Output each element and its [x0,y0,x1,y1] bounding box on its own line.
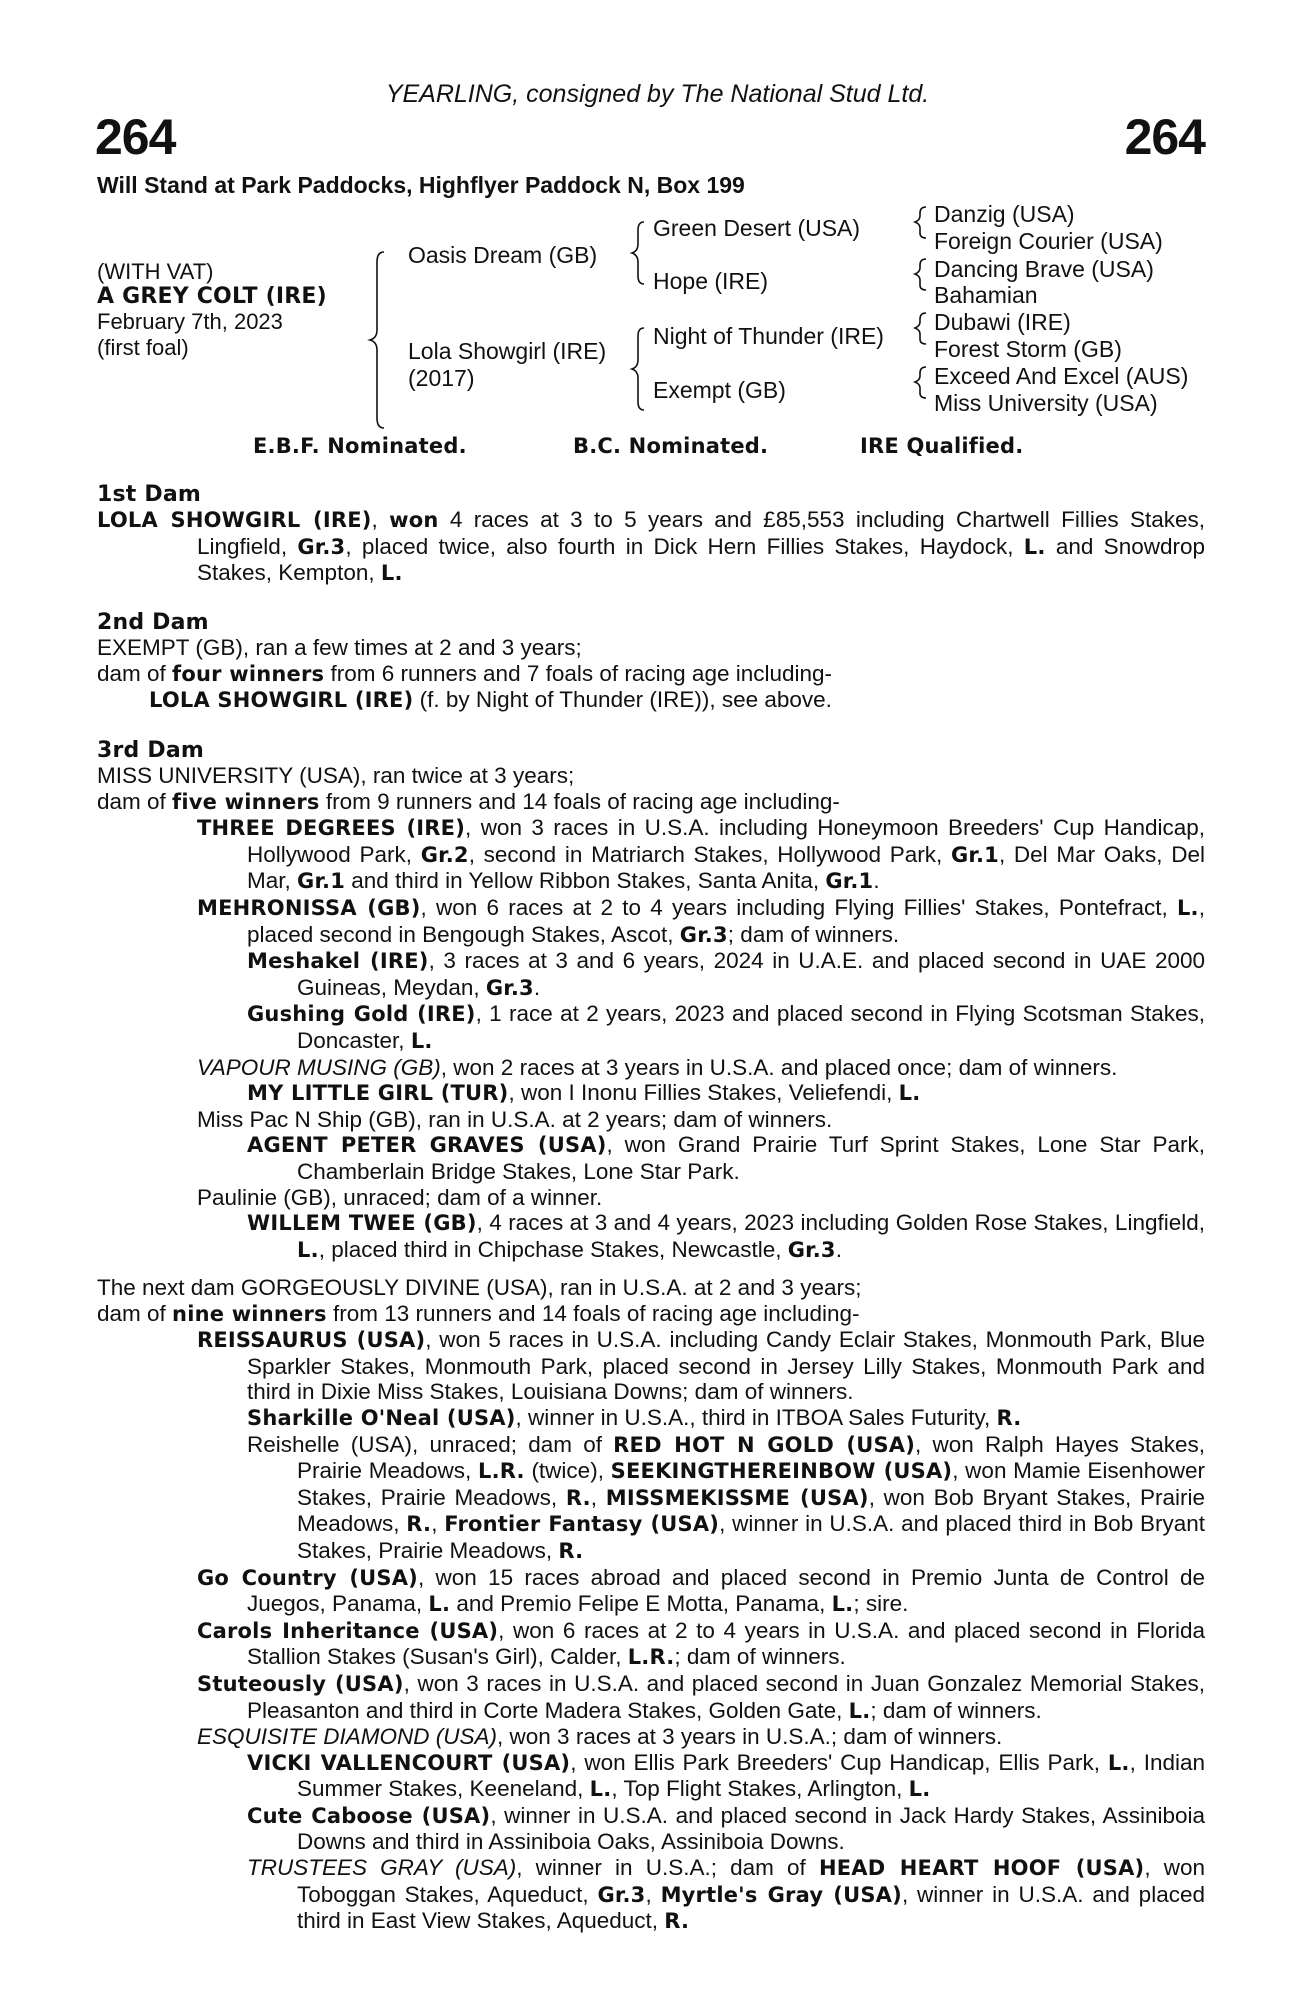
second-dam-heading: 2nd Dam [97,610,209,635]
foal-note: (first foal) [97,335,189,360]
sire-dam: Hope (IRE) [653,268,769,294]
progeny-reishelle: Reishelle (USA), unraced; dam of RED HOT N GOLD (USA), won Ralph Hayes Stakes, Prairie Meadows, L.R. (twice), SEEKINGTHEREINBOW (USA), won Mamie Eisenhower Stakes, Prairie Meadows, R., MISSMEKISSME (USA), won Bob Bryant Stakes, Prairie Meadows, R., Frontier Fantasy (USA), winner in U.S.A. and placed third in Bob Bryant Stakes, Prairie Meadows, R. [247,1431,1206,1563]
ddd-name: Miss University (USA) [934,390,1158,416]
progeny-mehronissa: MEHRONISSA (GB), won 6 races at 2 to 4 years including Flying Fillies' Stakes, Pontefract, L., placed second in Bengough Stakes, Ascot, Gr.3; dam of winners. [197,894,1205,947]
lot-name: A GREY COLT (IRE) [97,284,327,309]
progeny-willem-twee: WILLEM TWEE (GB), 4 races at 3 and 4 years, 2023 including Golden Rose Stakes, Lingfield, L., placed third in Chipchase Stakes, Newcastle, Gr.3. [247,1210,1205,1262]
dss-name: Dubawi (IRE) [934,309,1071,335]
progeny-three-degrees: THREE DEGREES (IRE), won 3 races in U.S.A. including Honeymoon Breeders' Cup Handicap, Hollywood Park, Gr.2, second in Matriarch Stakes, Hollywood Park, Gr.1, Del Mar Oaks, Del Mar, Gr.1 and third in Yellow Ribbon Stakes, Santa Anita, Gr.1. [197,815,1206,894]
dam-dam: Exempt (GB) [653,377,786,403]
dam-year: (2017) [408,365,475,391]
progeny-carols-inheritance: Carols Inheritance (USA), won 6 races at 2 to 4 years in U.S.A. and placed second in Florida Stallion Stakes (Susan's Girl), Calder, L.R.; dam of winners. [197,1617,1205,1670]
progeny-sharkille: Sharkille O'Neal (USA), winner in U.S.A., third in ITBOA Sales Futurity, R. [247,1404,1022,1430]
sire-sire: Green Desert (USA) [653,215,861,241]
second-dam-line: EXEMPT (GB), ran a few times at 2 and 3 years; [97,635,582,660]
lot-number-left: 264 [95,109,176,165]
sdd-name: Bahamian [934,282,1038,308]
dam-name: Lola Showgirl (IRE) [408,338,607,364]
catalogue-subtitle: YEARLING, consigned by The National Stud Ltd. [385,80,930,108]
ssd-name: Foreign Courier (USA) [934,228,1163,254]
second-dam-entry [97,635,1205,714]
sire-name: Oasis Dream (GB) [408,242,598,268]
progeny-reissaurus: REISSAURUS (USA), won 5 races in U.S.A. including Candy Eclair Stakes, Monmouth Park, Blue Sparkler Stakes, Monmouth Park, placed second in Jersey Lilly Stakes, Monmouth Park and third in Dixie Miss Stakes, Louisiana Downs; dam of winners. [197,1327,1206,1405]
progeny-paulinie: Paulinie (GB), unraced; dam of a winner. [197,1184,603,1210]
progeny-meshakel: Meshakel (IRE), 3 races at 3 and 6 years, 2024 in U.A.E. and placed second in UAE 2000 Guineas, Meydan, Gr.3. [247,948,1205,1000]
second-dam-progeny: LOLA SHOWGIRL (IRE) (f. by Night of Thunder (IRE)), see above. [149,687,832,713]
progeny-go-country: Go Country (USA), won 15 races abroad and placed second in Premio Junta de Control de Juegos, Panama, L. and Premio Felipe E Motta, Panama, L.; sire. [197,1564,1205,1617]
progeny-my-little-girl: MY LITTLE GIRL (TUR), won I Inonu Fillies Stakes, Veliefendi, L. [247,1080,921,1106]
progeny-gushing-gold: Gushing Gold (IRE), 1 race at 2 years, 2023 and placed second in Flying Scotsman Stakes, Doncaster, L. [247,1001,1205,1053]
progeny-trustees-gray: TRUSTEES GRAY (USA), winner in U.S.A.; dam of HEAD HEART HOOF (USA), won Toboggan Stakes, Aqueduct, Gr.3, Myrtle's Gray (USA), winner in U.S.A. and placed third in East View Stakes, Aqueduct, R. [247,1855,1205,1934]
progeny-vicki-vallencourt: VICKI VALLENCOURT (USA), won Ellis Park Breeders' Cup Handicap, Ellis Park, L., Indian Summer Stakes, Keeneland, L., Top Flight Stakes, Arlington, L. [247,1749,1205,1802]
first-dam-name: LOLA SHOWGIRL (IRE) [97,508,372,532]
progeny-vapour-musing: VAPOUR MUSING (GB), won 2 races at 3 years in U.S.A. and placed once; dam of winners. [197,1054,1118,1080]
progeny-esquisite-diamond: ESQUISITE DIAMOND (USA), won 3 races at 3 years in U.S.A.; dam of winners. [197,1724,1003,1750]
sss-name: Danzig (USA) [934,201,1075,227]
dam-sire: Night of Thunder (IRE) [653,323,884,349]
bc-nomination: B.C. Nominated. [573,434,769,458]
vat-note: (WITH VAT) [97,259,214,284]
third-dam-entry: MISS UNIVERSITY (USA), ran twice at 3 years; dam of five winners from 9 runners and 14 foals of racing age including- THREE DEGREES (IRE), won 3 races in U.S.A. including Honeymoon Breeders' Cup Handicap, Hollywood Park, Gr.2, second in Matriarch Stakes, Hollywood Park, Gr.1, Del Mar Oaks, Del Mar, Gr.1 and third in Yellow Ribbon Stakes, Santa Anita, Gr.1. MEHRONISSA (GB), won 6 races at 2 to 4 years including Flying Fillies' Stakes, Pontefract, L., placed second in Bengough Stakes, Ascot, Gr.3; dam of winners. Meshakel (IRE), 3 races at 3 and 6 years, 2024 in U.A.E. and placed second in UAE 2000 Guineas, Meydan, Gr.3. Gushing Gold (IRE), 1 race at 2 years, 2023 and placed second in Flying Scotsman Stakes, Doncaster, L. VAPOUR MUSING (GB), won 2 races at 3 years in U.S.A. and placed once; dam of winners. MY LITTLE GIRL (TUR), won I Inonu Fillies Stakes, Veliefendi, L. Miss Pac N Ship (GB), ran in U.S.A. at 2 years; dam of winners. AGENT PETER GRAVES (USA), won Grand Prairie Turf Sprint Stakes, Lone Star Park, Chamberlain Bridge Stakes, Lone Star Park. Paulinie (GB), unraced; dam of a winner. WILLEM TWEE (GB), 4 races at 3 and 4 years, 2023 including Golden Rose Stakes, Lingfield, L., placed third in Chipchase Stakes, Newcastle, Gr.3. [97,763,1206,1262]
dsd-name: Forest Storm (GB) [934,336,1122,362]
progeny-agent-peter-graves: AGENT PETER GRAVES (USA), won Grand Prairie Turf Sprint Stakes, Lone Star Park, Chamberlain Bridge Stakes, Lone Star Park. [247,1132,1205,1184]
first-dam-entry: LOLA SHOWGIRL (IRE), won 4 races at 3 to 5 years and £85,553 including Chartwell Fillies Stakes, Lingfield, Gr.3, placed twice, also fourth in Dick Hern Fillies Stakes, Haydock, L. and Snowdrop Stakes, Kempton, L. [97,507,1205,586]
stand-location: Will Stand at Park Paddocks, Highflyer Paddock N, Box 199 [97,172,745,198]
ire-qualified: IRE Qualified. [860,434,1024,458]
progeny-cute-caboose: Cute Caboose (USA), winner in U.S.A. and placed second in Jack Hardy Stakes, Assiniboia Downs and third in Assiniboia Oaks, Assiniboia Downs. [247,1802,1205,1855]
third-dam-heading: 3rd Dam [97,738,204,763]
ebf-nomination: E.B.F. Nominated. [253,434,467,458]
lot-number-right: 264 [1124,109,1205,165]
next-dam-entry: The next dam GORGEOUSLY DIVINE (USA), ran in U.S.A. at 2 and 3 years; dam of nine winners from 13 runners and 14 foals of racing age including- REISSAURUS (USA), won 5 races in U.S.A. including Candy Eclair Stakes, Monmouth Park, Blue Sparkler Stakes, Monmouth Park, placed second in Jersey Lilly Stakes, Monmouth Park and third in Dixie Miss Stakes, Louisiana Downs; dam of winners. Sharkille O'Neal (USA), winner in U.S.A., third in ITBOA Sales Futurity, R. Reishelle (USA), unraced; dam of RED HOT N GOLD (USA), won Ralph Hayes Stakes, Prairie Meadows, L.R. (twice), SEEKINGTHEREINBOW (USA), won Mamie Eisenhower Stakes, Prairie Meadows, R., MISSMEKISSME (USA), won Bob Bryant Stakes, Prairie Meadows, R., Frontier Fantasy (USA), winner in U.S.A. and placed third in Bob Bryant Stakes, Prairie Meadows, R. Go Country (USA), won 15 races abroad and placed second in Premio Junta de Control de Juegos, Panama, L. and Premio Felipe E Motta, Panama, L.; sire. Carols Inheritance (USA), won 6 races at 2 to 4 years in U.S.A. and placed second in Florida Stallion Stakes (Susan's Girl), Calder, L.R.; dam of winners. Stuteously (USA), won 3 races in U.S.A. and placed second in Juan Gonzalez Memorial Stakes, Pleasanton and third in Corte Madera Stakes, Golden Gate, L.; dam of winners. ESQUISITE DIAMOND (USA), won 3 races at 3 years in U.S.A.; dam of winners. VICKI VALLENCOURT (USA), won Ellis Park Breeders' Cup Handicap, Ellis Park, L., Indian Summer Stakes, Keeneland, L., Top Flight Stakes, Arlington, L. Cute Caboose (USA), winner in U.S.A. and placed second in Jack Hardy Stakes, Assiniboia Downs and third in Assiniboia Oaks, Assiniboia Downs. TRUSTEES GRAY (USA), winner in U.S.A.; dam of HEAD HEART HOOF (USA), won Toboggan Stakes, Aqueduct, Gr.3, Myrtle's Gray (USA), winner in U.S.A. and placed third in East View Stakes, Aqueduct, R. [97,1275,1206,1934]
progeny-stuteously: Stuteously (USA), won 3 races in U.S.A. and placed second in Juan Gonzalez Memorial Stakes, Pleasanton and third in Corte Madera Stakes, Golden Gate, L.; dam of winners. [197,1670,1205,1723]
first-dam-heading: 1st Dam [97,482,202,507]
progeny-miss-pac: Miss Pac N Ship (GB), ran in U.S.A. at 2 years; dam of winners. [197,1106,833,1132]
second-dam-summary: dam of four winners from 6 runners and 7 foals of racing age including- [97,660,833,686]
foaling-date: February 7th, 2023 [97,309,283,334]
dds-name: Exceed And Excel (AUS) [934,363,1189,389]
sds-name: Dancing Brave (USA) [934,256,1154,282]
first-dam-won: won [389,508,439,532]
